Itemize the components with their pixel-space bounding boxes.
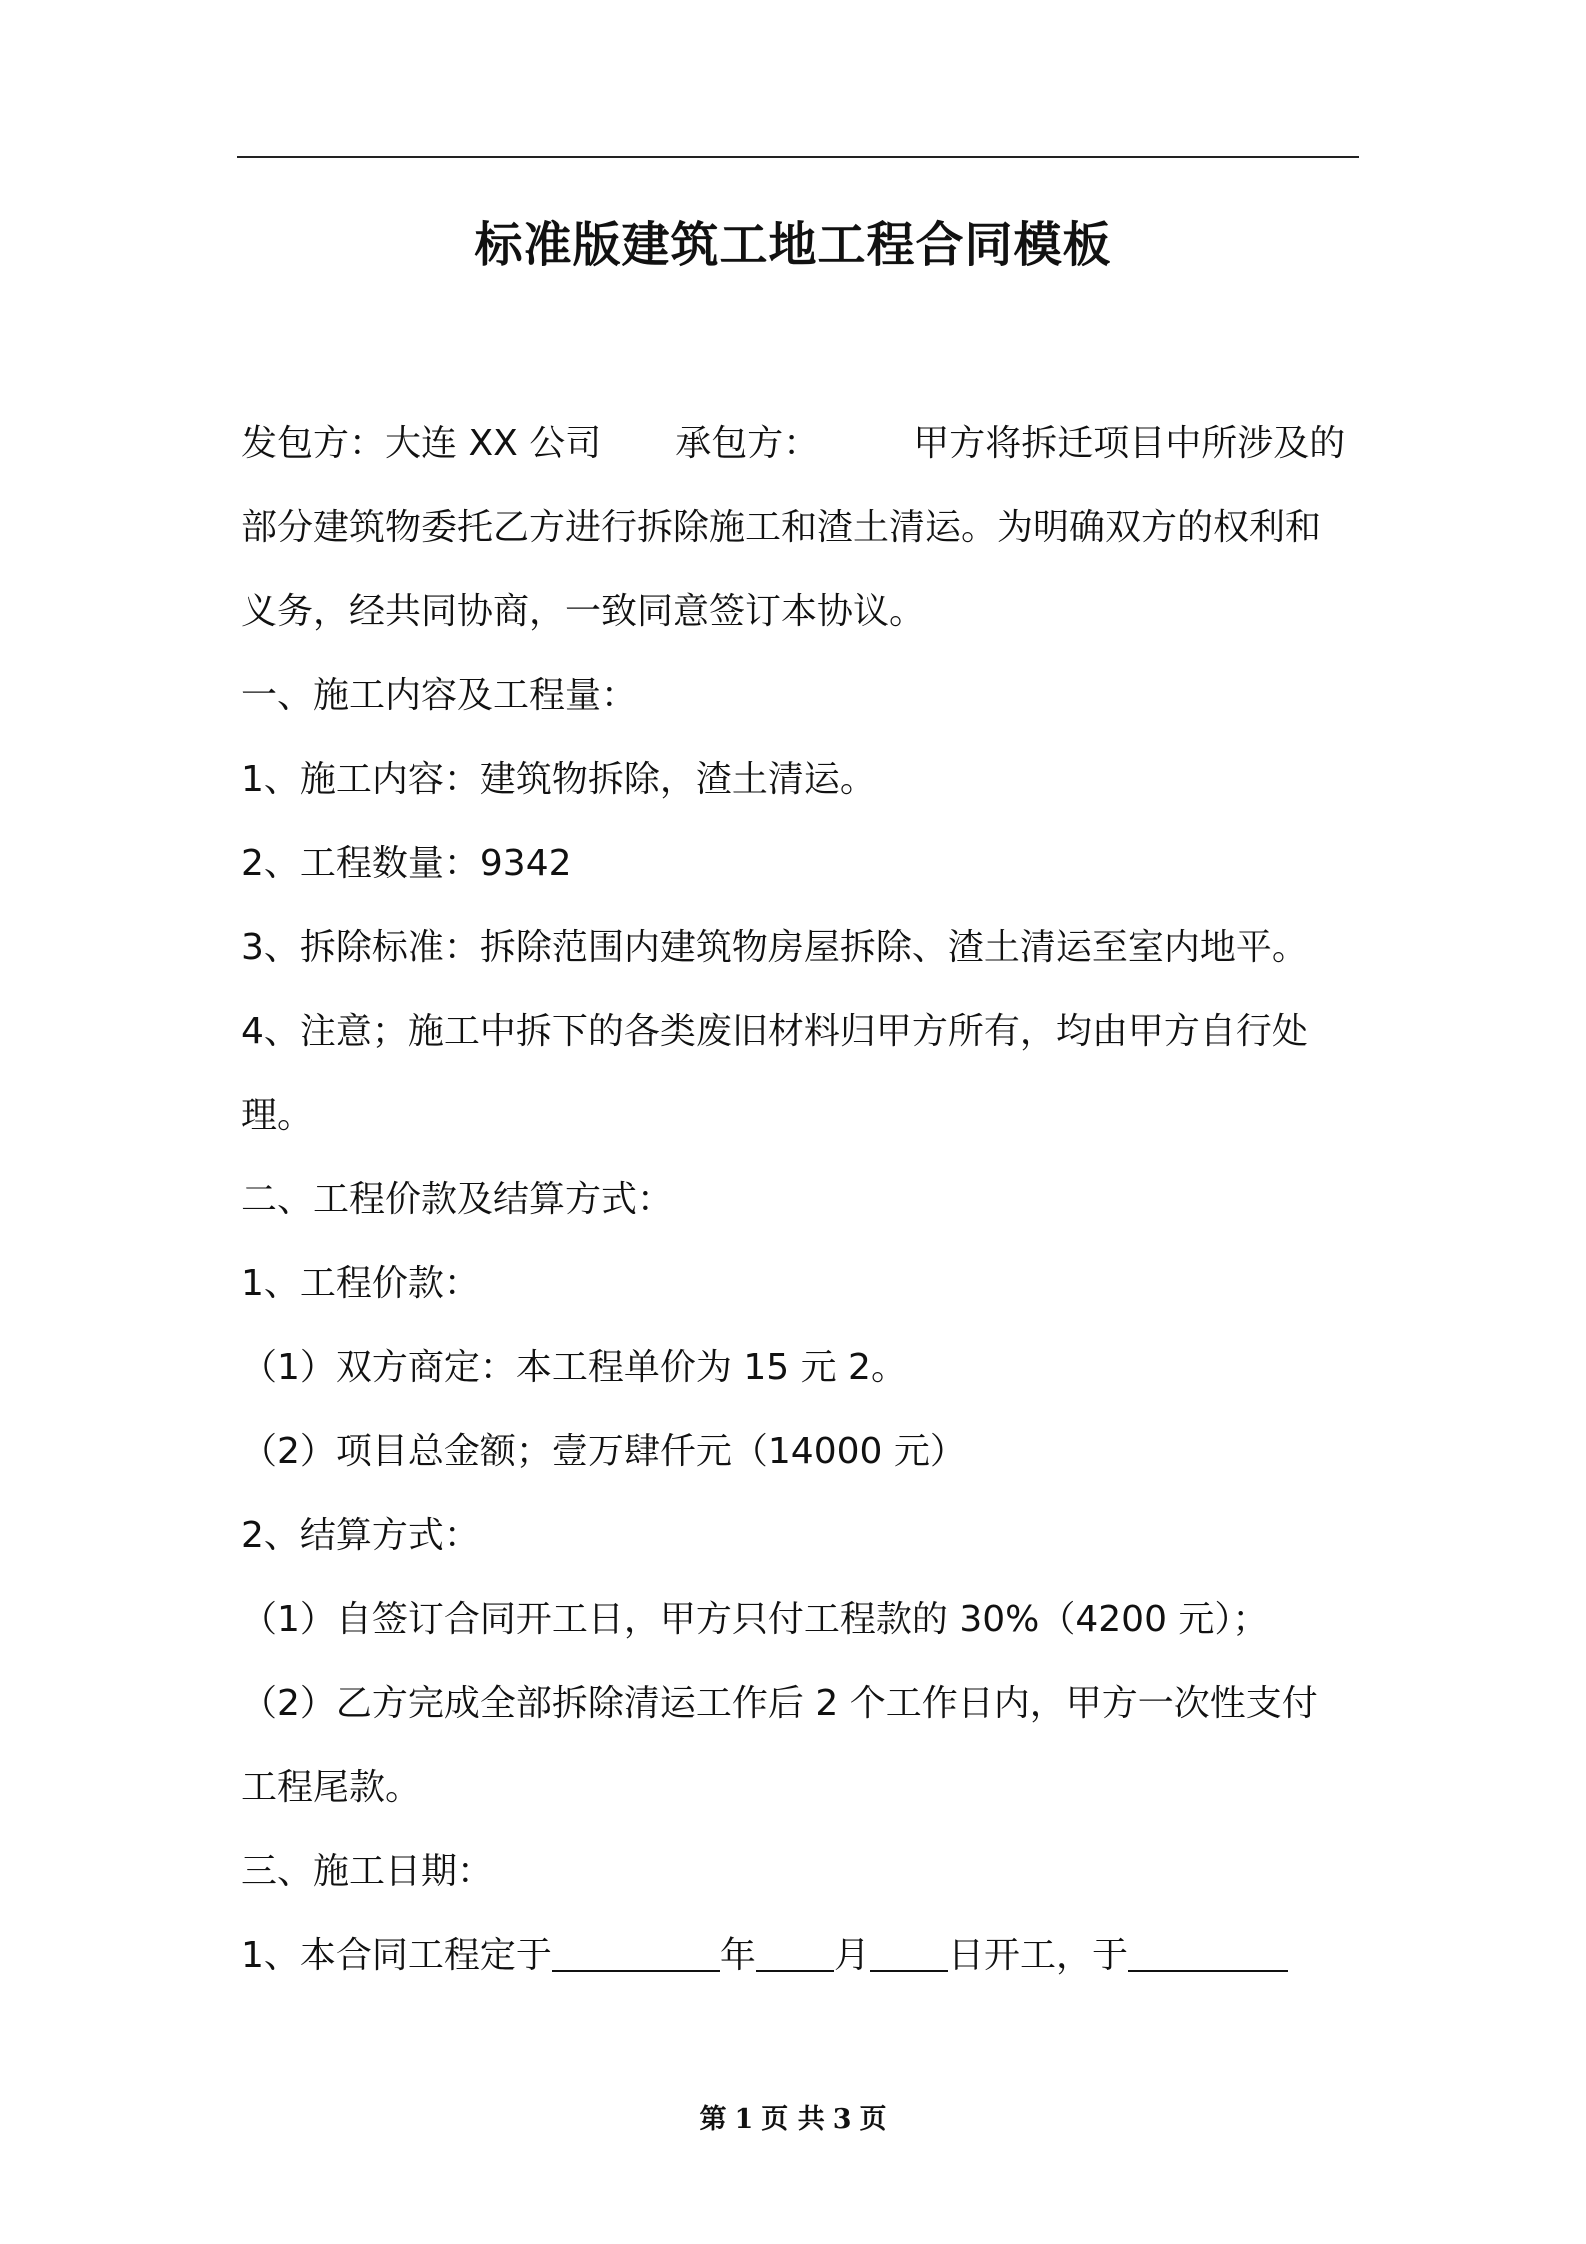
blank-start-month[interactable] [756,1970,834,1972]
clause-3-1-prefix: 1、本合同工程定于 [241,1935,552,1976]
blank-end-date[interactable] [1128,1970,1288,1972]
party-a-label: 发包方： [241,423,386,464]
clause-1-1: 1、施工内容：建筑物拆除，渣土清运。 [241,759,876,800]
document-title: 标准版建筑工地工程合同模板 [474,217,1112,273]
total-pages-number: 3 [832,2104,852,2135]
page-footer [0,2100,1586,2140]
current-page-number: 1 [734,2104,754,2135]
intro-text-3: 义务，经共同协商，一致同意签订本协议。 [241,591,926,632]
intro-text-2: 部分建筑物委托乙方进行拆除施工和渣土清运。为明确双方的权利和 [241,507,1322,548]
blank-start-year[interactable] [552,1970,720,1972]
blank-start-day[interactable] [870,1970,948,1972]
clause-2-2-2-continued: 工程尾款。 [241,1767,422,1808]
clause-1-3: 3、拆除标准：拆除范围内建筑物房屋拆除、渣土清运至室内地平。 [241,927,1308,968]
party-a-name: 大连 XX 公司 [385,423,602,464]
clause-2-2-1: （1）自签订合同开工日，甲方只付工程款的 30%（4200 元）； [241,1599,1269,1640]
section-heading-1: 一、施工内容及工程量： [241,675,638,716]
clause-2-1: 1、工程价款： [241,1263,480,1304]
parties-line [241,402,1361,486]
month-label: 月 [833,1935,870,1976]
header-rule [237,156,1359,158]
clause-2-2-2: （2）乙方完成全部拆除清运工作后 2 个工作日内，甲方一次性支付 [241,1683,1318,1724]
clause-2-1-2: （2）项目总金额；壹万肆仟元（14000 元） [241,1431,966,1472]
clause-2-2: 2、结算方式： [241,1515,480,1556]
clause-1-2: 2、工程数量：9342 [241,843,572,884]
clause-3-1 [241,1914,1361,1998]
day-label: 日开工，于 [947,1935,1128,1976]
intro-text-1: 甲方将拆迁项目中所涉及的 [913,423,1346,464]
party-b-label: 承包方： [675,423,820,464]
footer-middle: 页 共 [761,2104,825,2135]
section-heading-3: 三、施工日期： [241,1851,494,1892]
clause-2-1-1: （1）双方商定：本工程单价为 15 元 2。 [241,1347,907,1388]
section-heading-2: 二、工程价款及结算方式： [241,1179,674,1220]
footer-suffix: 页 [859,2104,887,2135]
document-body [241,402,1361,1998]
clause-1-4: 4、注意；施工中拆下的各类废旧材料归甲方所有，均由甲方自行处 [241,1011,1308,1052]
clause-1-4-continued: 理。 [241,1095,314,1136]
year-label: 年 [719,1935,756,1976]
footer-prefix: 第 [699,2104,727,2135]
